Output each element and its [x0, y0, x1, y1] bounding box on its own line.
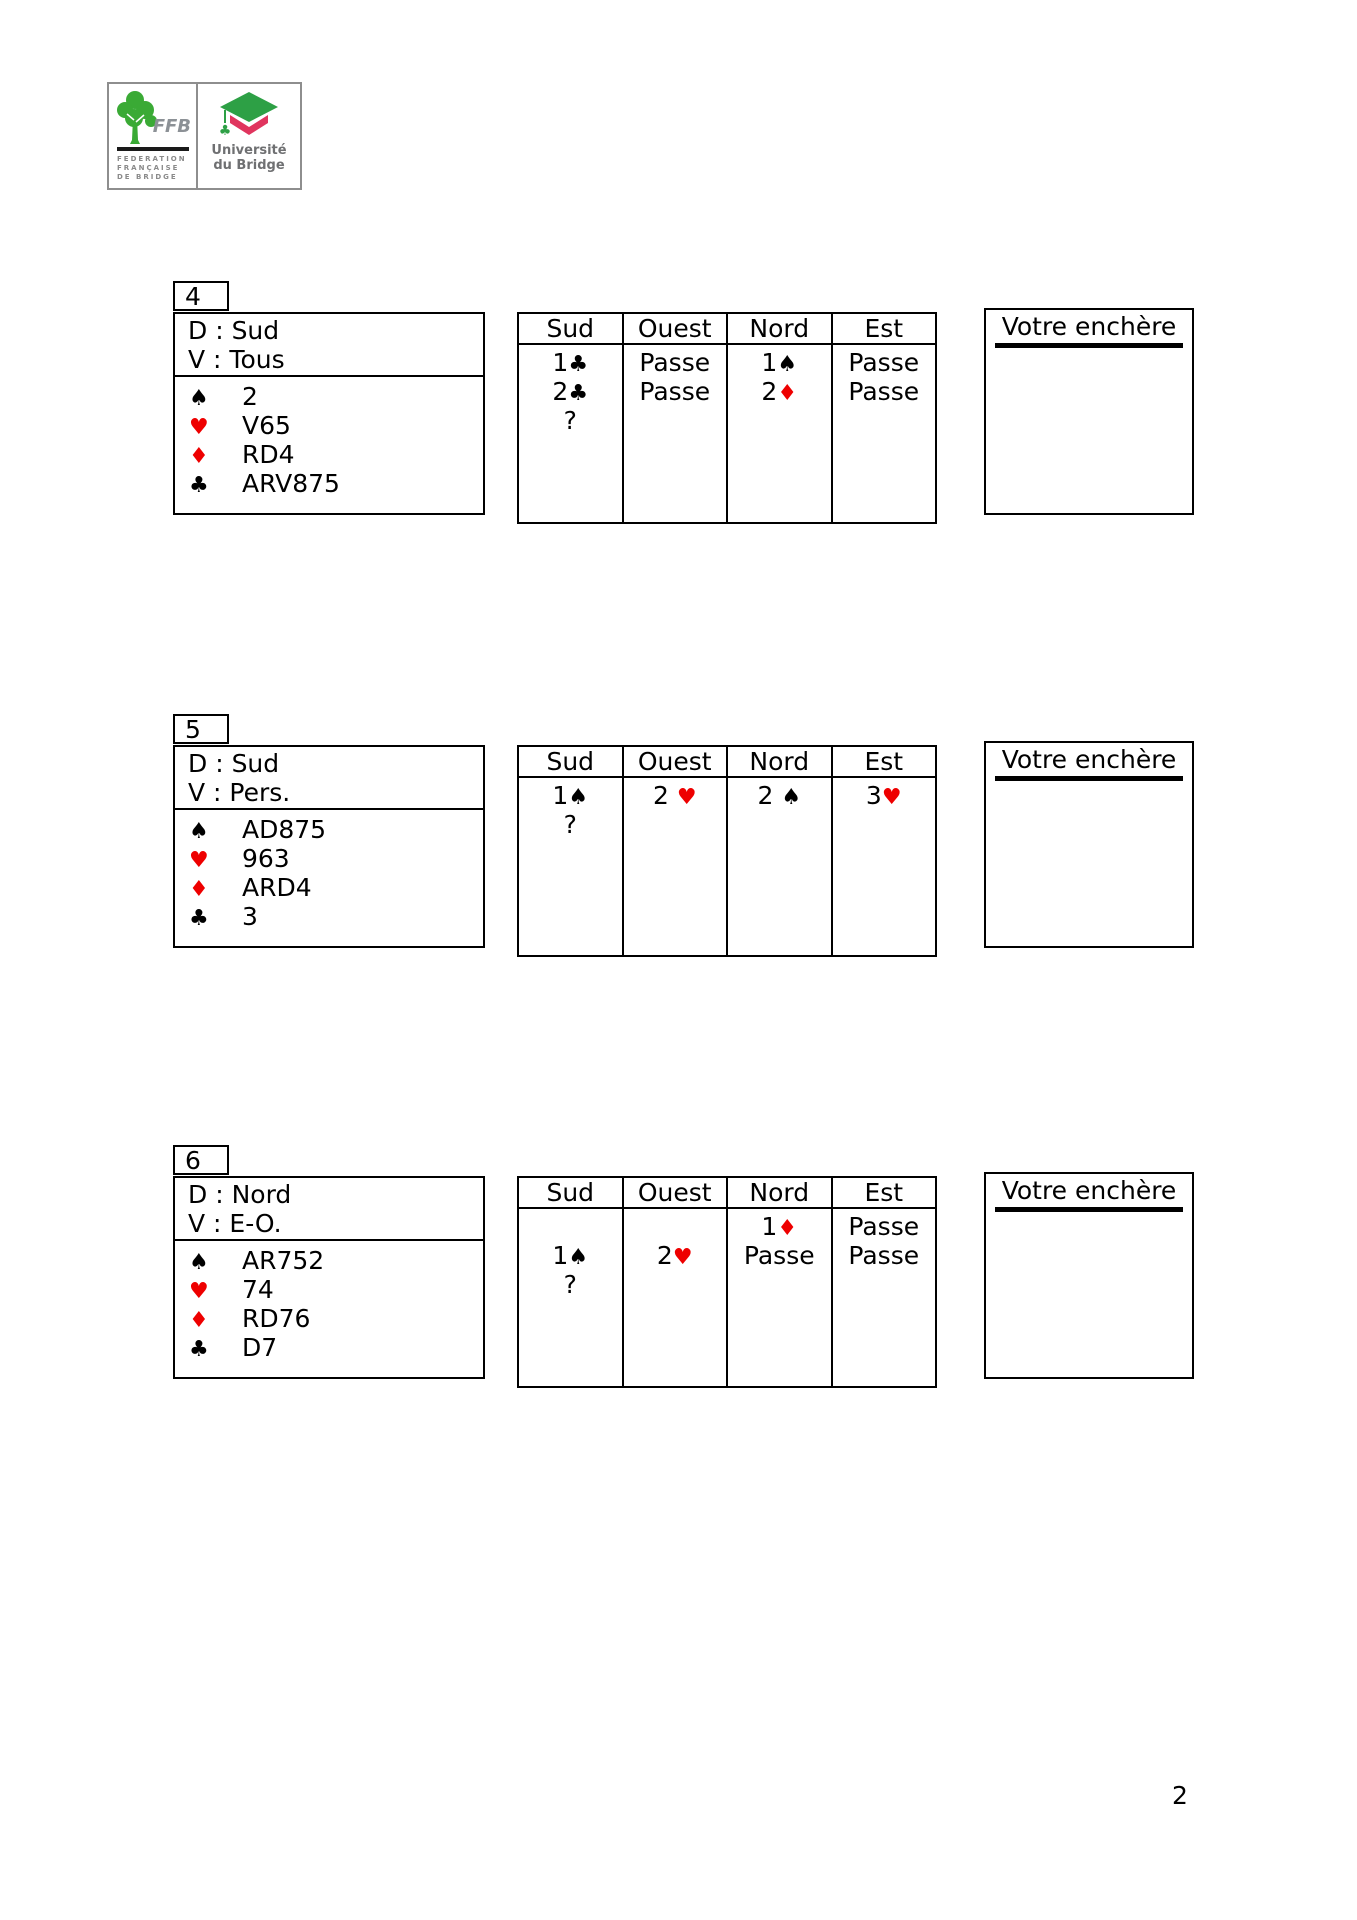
dealer-row: D : Sud: [188, 316, 280, 345]
auction-cells: [728, 1209, 831, 1299]
auction-column-ouest: [624, 747, 729, 955]
hand-suit-row: [189, 873, 483, 902]
graduation-cap-icon: [218, 90, 280, 142]
university-name-line: Université: [211, 143, 287, 158]
hand-suit-row: [189, 469, 483, 498]
auction-cell: [519, 406, 622, 435]
heart-icon: ♥: [676, 785, 697, 810]
auction-header-sud: Sud: [519, 747, 622, 778]
bid-text: Passe: [848, 348, 920, 377]
auction-column-ouest: [624, 1178, 729, 1386]
auction-cell: [519, 348, 622, 377]
club-icon: ♣: [189, 473, 209, 498]
hand-cards: 74: [242, 1275, 274, 1304]
exercise-6: [0, 1145, 1357, 1385]
bid-text: 3: [865, 781, 882, 810]
auction-cells: [833, 1209, 936, 1299]
deal-info-box: [173, 312, 485, 515]
deal-header: [175, 1178, 483, 1241]
bid-text: 2: [656, 1241, 673, 1270]
your-bid-underline: [995, 343, 1183, 348]
heart-icon: ♥: [672, 1245, 693, 1270]
bid-text: 1: [552, 348, 569, 377]
ffb-logo: [107, 82, 302, 190]
hand-suit-row: [189, 844, 483, 873]
vulnerability-row: V : E-O.: [188, 1209, 282, 1238]
auction-cells: [519, 1209, 622, 1299]
auction-cell: [833, 781, 936, 810]
auction-cell: [519, 1212, 622, 1241]
your-bid-answer-area[interactable]: [986, 1214, 1192, 1377]
hand-cards: 963: [242, 844, 290, 873]
auction-cell: [624, 1270, 727, 1299]
exercise-number-badge: 5: [173, 714, 229, 744]
auction-header-est: Est: [833, 1178, 936, 1209]
auction-header-nord: Nord: [728, 314, 831, 345]
auction-cell: [624, 406, 727, 435]
page-number: 2: [1172, 1781, 1188, 1810]
your-bid-underline: [995, 1207, 1183, 1212]
auction-cell: [833, 377, 936, 406]
diamond-icon: ♦: [189, 1308, 209, 1333]
bid-text: 1: [761, 1212, 778, 1241]
auction-header-ouest: Ouest: [624, 747, 727, 778]
bid-text: 1: [552, 781, 569, 810]
bid-text: Passe: [743, 1241, 815, 1270]
bid-text: ?: [563, 406, 577, 435]
spade-icon: ♠: [777, 352, 798, 377]
bid-text: 2: [552, 377, 569, 406]
auction-column-ouest: [624, 314, 729, 522]
auction-cell: [728, 810, 831, 839]
diamond-icon: ♦: [777, 1216, 798, 1241]
auction-cell: [624, 1241, 727, 1270]
ffb-acronym: FFB: [152, 116, 191, 137]
auction-cell: [728, 1270, 831, 1299]
bid-text: Passe: [848, 1212, 920, 1241]
hand-cards: ARD4: [242, 873, 312, 902]
deal-header: [175, 747, 483, 810]
club-icon: ♣: [189, 906, 209, 931]
auction-header-nord: Nord: [728, 747, 831, 778]
diamond-icon: ♦: [777, 381, 798, 406]
auction-cell: [624, 810, 727, 839]
deal-info-box: [173, 1176, 485, 1379]
auction-table: [517, 312, 937, 524]
ffb-federation-text: [117, 155, 187, 182]
your-bid-underline: [995, 776, 1183, 781]
hand-cards: RD4: [242, 440, 295, 469]
vulnerability-row: V : Pers.: [188, 778, 291, 807]
auction-column-nord: [728, 747, 833, 955]
bid-text: Passe: [848, 377, 920, 406]
hand-suit-row: [189, 1246, 483, 1275]
auction-cell: [833, 1241, 936, 1270]
ffb-federation-line: DE BRIDGE: [117, 173, 178, 181]
deal-header: [175, 314, 483, 377]
club-icon: ♣: [189, 1337, 209, 1362]
exercise-4: [0, 281, 1357, 521]
spade-icon: ♠: [781, 785, 802, 810]
hand-cards: AD875: [242, 815, 327, 844]
ffb-federation-line: FRANÇAISE: [117, 164, 180, 172]
hand-cards: 2: [242, 382, 258, 411]
auction-header-sud: Sud: [519, 1178, 622, 1209]
auction-cells: [624, 778, 727, 839]
auction-header-ouest: Ouest: [624, 314, 727, 345]
hand-list: [175, 810, 483, 931]
ffb-logo-cell: [109, 84, 198, 188]
auction-cells: [624, 1209, 727, 1299]
heart-icon: ♥: [189, 415, 209, 440]
club-icon: ♣: [568, 381, 589, 406]
auction-column-est: [833, 747, 936, 955]
bid-text: Passe: [639, 377, 711, 406]
bid-text: 2: [761, 377, 778, 406]
hand-list: [175, 1241, 483, 1362]
hand-cards: V65: [242, 411, 291, 440]
university-name: [198, 143, 300, 173]
auction-header-est: Est: [833, 747, 936, 778]
your-bid-label: Votre enchère: [1001, 1176, 1177, 1205]
hand-suit-row: [189, 902, 483, 931]
bid-text: Passe: [639, 348, 711, 377]
auction-cell: [519, 1270, 622, 1299]
auction-cells: [624, 345, 727, 435]
spade-icon: ♠: [568, 785, 589, 810]
auction-header-est: Est: [833, 314, 936, 345]
hand-suit-row: [189, 1275, 483, 1304]
exercise-number-badge: 4: [173, 281, 229, 311]
hand-suit-row: [189, 815, 483, 844]
auction-cell: [624, 781, 727, 810]
spade-icon: ♠: [189, 1250, 209, 1275]
auction-cells: [519, 778, 622, 839]
auction-cell: [519, 377, 622, 406]
hand-cards: AR752: [242, 1246, 325, 1275]
diamond-icon: ♦: [189, 877, 209, 902]
hand-list: [175, 377, 483, 498]
ffb-federation-line: FEDERATION: [117, 155, 187, 163]
auction-cell: [519, 781, 622, 810]
ffb-divider-bar: [117, 147, 189, 151]
auction-column-sud: [519, 747, 624, 955]
spade-icon: ♠: [568, 1245, 589, 1270]
heart-icon: ♥: [189, 848, 209, 873]
bid-text: ?: [563, 810, 577, 839]
auction-cell: [728, 406, 831, 435]
auction-header-nord: Nord: [728, 1178, 831, 1209]
hand-cards: ARV875: [242, 469, 340, 498]
exercise-5: [0, 714, 1357, 954]
bid-text: Passe: [848, 1241, 920, 1270]
auction-cell: [833, 406, 936, 435]
auction-cell: [728, 377, 831, 406]
hand-suit-row: [189, 382, 483, 411]
auction-cells: [833, 778, 936, 839]
bid-text: 1: [761, 348, 778, 377]
auction-cell: [728, 348, 831, 377]
your-bid-box: [984, 1172, 1194, 1379]
hand-cards: RD76: [242, 1304, 311, 1333]
hand-suit-row: [189, 411, 483, 440]
diamond-icon: ♦: [189, 444, 209, 469]
dealer-row: D : Sud: [188, 749, 280, 778]
spade-icon: ♠: [189, 819, 209, 844]
auction-cells: [519, 345, 622, 435]
auction-column-est: [833, 314, 936, 522]
your-bid-label: Votre enchère: [1001, 312, 1177, 341]
auction-cells: [728, 778, 831, 839]
auction-column-nord: [728, 314, 833, 522]
bid-text: 1: [552, 1241, 569, 1270]
university-name-line: du Bridge: [213, 158, 285, 173]
auction-cell: [519, 810, 622, 839]
bid-text: 2: [652, 781, 677, 810]
auction-cell: [833, 1212, 936, 1241]
auction-cell: [728, 1241, 831, 1270]
auction-column-sud: [519, 1178, 624, 1386]
hand-suit-row: [189, 1333, 483, 1362]
your-bid-answer-area[interactable]: [986, 783, 1192, 946]
your-bid-answer-area[interactable]: [986, 350, 1192, 513]
auction-cells: [728, 345, 831, 435]
auction-cell: [728, 781, 831, 810]
auction-cell: [833, 1270, 936, 1299]
auction-cell: [728, 1212, 831, 1241]
auction-cells: [833, 345, 936, 435]
auction-cell: [833, 810, 936, 839]
your-bid-label: Votre enchère: [1001, 745, 1177, 774]
auction-column-sud: [519, 314, 624, 522]
auction-column-nord: [728, 1178, 833, 1386]
auction-header-ouest: Ouest: [624, 1178, 727, 1209]
auction-cell: [624, 377, 727, 406]
exercise-number-badge: 6: [173, 1145, 229, 1175]
hand-cards: 3: [242, 902, 258, 931]
spade-icon: ♠: [189, 386, 209, 411]
bid-text: ?: [563, 1270, 577, 1299]
auction-cell: [624, 348, 727, 377]
auction-header-sud: Sud: [519, 314, 622, 345]
auction-table: [517, 745, 937, 957]
auction-cell: [624, 1212, 727, 1241]
auction-column-est: [833, 1178, 936, 1386]
svg-text:♣: ♣: [218, 123, 232, 139]
auction-cell: [833, 348, 936, 377]
bid-text: 2: [757, 781, 782, 810]
club-icon: ♣: [568, 352, 589, 377]
hand-suit-row: [189, 440, 483, 469]
your-bid-box: [984, 308, 1194, 515]
hand-suit-row: [189, 1304, 483, 1333]
vulnerability-row: V : Tous: [188, 345, 285, 374]
dealer-row: D : Nord: [188, 1180, 292, 1209]
university-logo-cell: [198, 84, 300, 188]
your-bid-box: [984, 741, 1194, 948]
heart-icon: ♥: [881, 785, 902, 810]
deal-info-box: [173, 745, 485, 948]
auction-cell: [519, 1241, 622, 1270]
heart-icon: ♥: [189, 1279, 209, 1304]
hand-cards: D7: [242, 1333, 278, 1362]
auction-table: [517, 1176, 937, 1388]
